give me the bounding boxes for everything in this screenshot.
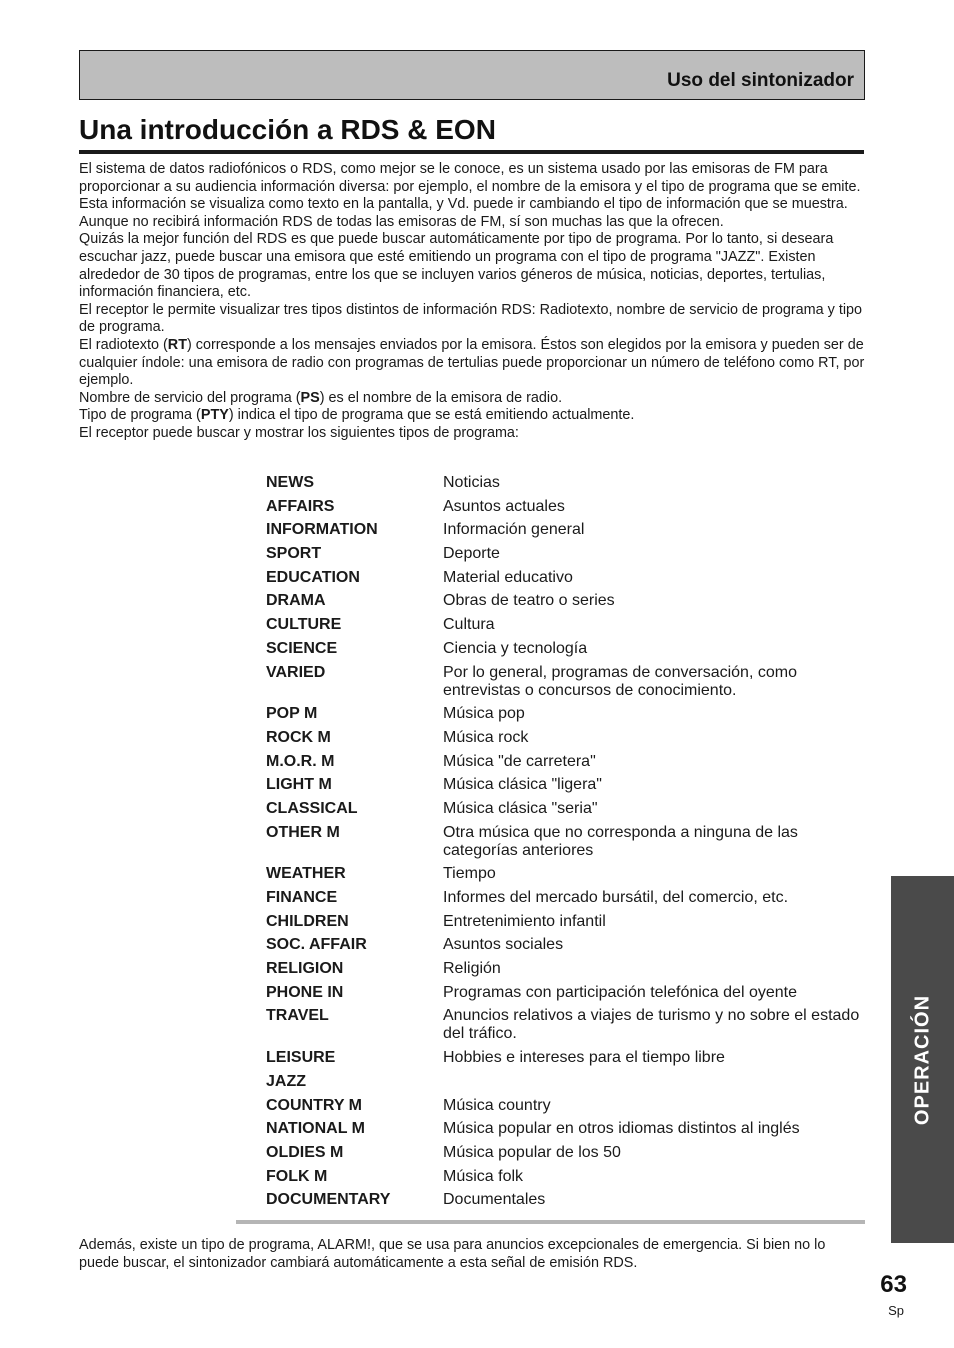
program-type-code: NATIONAL M bbox=[266, 1120, 365, 1138]
intro-paragraph: Quizás la mejor función del RDS es que puede buscar automáticamente por tipo de programa. Por lo tanto, si deseara escuchar jazz, puede buscar una emisora que esté emitiendo un programa con el tipo de programa "JAZZ". Existen alrededor de 30 tipos de programas, entre los que se incluyen varios géneros de música, noticias, deportes, tertulias, información financiera, etc. bbox=[79, 231, 834, 301]
table-row bbox=[266, 566, 866, 590]
table-row bbox=[266, 910, 866, 934]
program-type-code: OLDIES M bbox=[266, 1143, 344, 1161]
section-header-bar bbox=[79, 50, 865, 100]
table-row bbox=[266, 957, 866, 981]
program-type-description: Asuntos sociales bbox=[443, 936, 564, 954]
program-type-description: Programas con participación telefónica del oyente bbox=[443, 983, 797, 1001]
table-row bbox=[266, 1070, 866, 1094]
program-type-description: Tiempo bbox=[443, 865, 496, 883]
program-type-code: RELIGION bbox=[266, 960, 344, 978]
program-type-code: PHONE IN bbox=[266, 983, 344, 1001]
table-row bbox=[266, 542, 866, 566]
table-row bbox=[266, 981, 866, 1005]
program-type-code: WEATHER bbox=[266, 865, 346, 883]
program-type-code: AFFAIRS bbox=[266, 497, 335, 515]
table-row bbox=[266, 773, 866, 797]
program-type-description: Material educativo bbox=[443, 568, 573, 586]
table-row bbox=[266, 637, 866, 661]
table-row bbox=[266, 821, 866, 863]
program-type-code: EDUCATION bbox=[266, 568, 360, 586]
program-type-code: OTHER M bbox=[266, 823, 340, 841]
table-row bbox=[266, 750, 866, 774]
program-type-description: Otra música que no corresponda a ninguna de las categorías anteriores bbox=[443, 823, 798, 859]
program-type-code: COUNTRY M bbox=[266, 1096, 362, 1114]
ps-term: PS bbox=[300, 389, 320, 406]
table-row bbox=[266, 886, 866, 910]
program-type-description: Música pop bbox=[443, 705, 525, 723]
table-row bbox=[266, 661, 866, 703]
program-type-code: CULTURE bbox=[266, 616, 342, 634]
program-type-code: LIGHT M bbox=[266, 776, 332, 794]
table-row bbox=[266, 1141, 866, 1165]
table-row bbox=[266, 1094, 866, 1118]
program-type-description: Música country bbox=[443, 1096, 551, 1114]
program-type-description: Obras de teatro o series bbox=[443, 592, 615, 610]
intro-paragraph: Tipo de programa (PTY) indica el tipo de programa que se está emitiendo actualmente. bbox=[79, 407, 635, 424]
program-type-table bbox=[266, 471, 866, 1212]
program-type-description: Música "de carretera" bbox=[443, 752, 596, 770]
page-number: 63 bbox=[880, 1271, 907, 1298]
program-type-code: SPORT bbox=[266, 545, 322, 563]
program-type-code: NEWS bbox=[266, 474, 314, 491]
table-row bbox=[266, 1117, 866, 1141]
program-type-code: SOC. AFFAIR bbox=[266, 936, 367, 954]
program-type-description: Religión bbox=[443, 960, 501, 978]
table-row bbox=[266, 862, 866, 886]
program-type-code: LEISURE bbox=[266, 1049, 336, 1067]
table-row bbox=[266, 518, 866, 542]
table-row bbox=[266, 471, 866, 495]
program-type-code: CLASSICAL bbox=[266, 799, 358, 817]
program-type-description: Asuntos actuales bbox=[443, 497, 565, 515]
program-type-description: Deporte bbox=[443, 545, 500, 563]
pty-term: PTY bbox=[200, 407, 229, 424]
program-type-code: INFORMATION bbox=[266, 521, 378, 539]
table-row bbox=[266, 702, 866, 726]
program-type-description: Informes del mercado bursátil, del comercio, etc. bbox=[443, 889, 789, 906]
table-row bbox=[266, 1046, 866, 1070]
table-row bbox=[266, 1004, 866, 1046]
side-tab-operacion bbox=[891, 876, 954, 1243]
program-type-description: Noticias bbox=[443, 474, 500, 491]
rt-term: RT bbox=[167, 336, 187, 353]
program-type-code: TRAVEL bbox=[266, 1007, 329, 1025]
program-type-description: Música rock bbox=[443, 728, 529, 746]
program-type-code: DOCUMENTARY bbox=[266, 1191, 391, 1209]
program-type-description: Música clásica "seria" bbox=[443, 799, 598, 817]
program-type-code: FOLK M bbox=[266, 1167, 328, 1185]
intro-paragraph: El radiotexto (RT) corresponde a los mensajes enviados por la emisora. Éstos son elegidos por la emisora y pueden ser de cualquier índole: una emisora de radio con programas de tertulias puede proporcionar un número de teléfono como RT, por ejemplo. bbox=[79, 336, 865, 389]
intro-paragraph: Nombre de servicio del programa (PS) es el nombre de la emisora de radio. bbox=[79, 389, 563, 406]
program-type-description: Anuncios relativos a viajes de turismo y no sobre el estado del tráfico. bbox=[443, 1007, 860, 1043]
table-row bbox=[266, 1165, 866, 1189]
section-title: Uso del sintonizador bbox=[667, 70, 854, 91]
program-type-description: Entretenimiento infantil bbox=[443, 912, 606, 930]
table-row bbox=[266, 1188, 866, 1212]
intro-paragraph: El sistema de datos radiofónicos o RDS, como mejor se le conoce, es un sistema usado por las emisoras de FM para proporcionar a su audiencia información diversa: por ejemplo, el nombre de la emisora y el tipo de programa que se emite. Esta información se visualiza como texto en la pantalla, y Vd. puede ir cambiando el tipo de información que se muestra. Aunque no recibirá información RDS de todas las emisoras de FM, sí son muchas las que la ofrecen. bbox=[79, 161, 861, 230]
program-type-code: FINANCE bbox=[266, 889, 338, 906]
table-row bbox=[266, 726, 866, 750]
program-type-code: DRAMA bbox=[266, 592, 326, 610]
program-type-description: Música folk bbox=[443, 1167, 524, 1185]
program-type-description: Por lo general, programas de conversación, como entrevistas o concursos de conocimiento. bbox=[443, 663, 797, 699]
program-type-description bbox=[443, 1073, 866, 1091]
program-type-code: JAZZ bbox=[266, 1072, 306, 1090]
table-row bbox=[266, 797, 866, 821]
table-divider bbox=[236, 1220, 865, 1224]
table-row bbox=[266, 495, 866, 519]
page-title: Una introducción a RDS & EON bbox=[79, 112, 864, 154]
program-type-description: Documentales bbox=[443, 1191, 546, 1209]
program-type-code: CHILDREN bbox=[266, 912, 349, 930]
program-type-description: Información general bbox=[443, 521, 585, 539]
program-type-description: Hobbies e intereses para el tiempo libre bbox=[443, 1049, 725, 1067]
program-type-description: Cultura bbox=[443, 616, 495, 634]
intro-text bbox=[79, 161, 869, 443]
program-type-description: Música clásica "ligera" bbox=[443, 776, 602, 794]
program-type-description: Música popular de los 50 bbox=[443, 1143, 621, 1161]
program-type-code: POP M bbox=[266, 705, 318, 723]
table-row bbox=[266, 613, 866, 637]
side-tab-label: OPERACIÓN bbox=[911, 994, 933, 1125]
program-type-code: VARIED bbox=[266, 663, 326, 681]
footer-note: Además, existe un tipo de programa, ALARM!, que se usa para anuncios excepcionales de emergencia. Si bien no lo puede buscar, el sintonizador cambiará automáticamente a esta señal de emisión RDS. bbox=[79, 1237, 826, 1271]
intro-paragraph: El receptor puede buscar y mostrar los siguientes tipos de programa: bbox=[79, 424, 519, 441]
program-type-code: M.O.R. M bbox=[266, 752, 335, 770]
table-row bbox=[266, 933, 866, 957]
table-row bbox=[266, 589, 866, 613]
intro-paragraph: El receptor le permite visualizar tres tipos distintos de información RDS: Radiotexto, nombre de servicio de programa y tipo de programa. bbox=[79, 301, 863, 336]
program-type-description: Ciencia y tecnología bbox=[443, 639, 588, 657]
page-language: Sp bbox=[888, 1303, 904, 1318]
program-type-code: ROCK M bbox=[266, 728, 331, 746]
program-type-description: Música popular en otros idiomas distintos al inglés bbox=[443, 1120, 800, 1138]
program-type-code: SCIENCE bbox=[266, 639, 338, 657]
